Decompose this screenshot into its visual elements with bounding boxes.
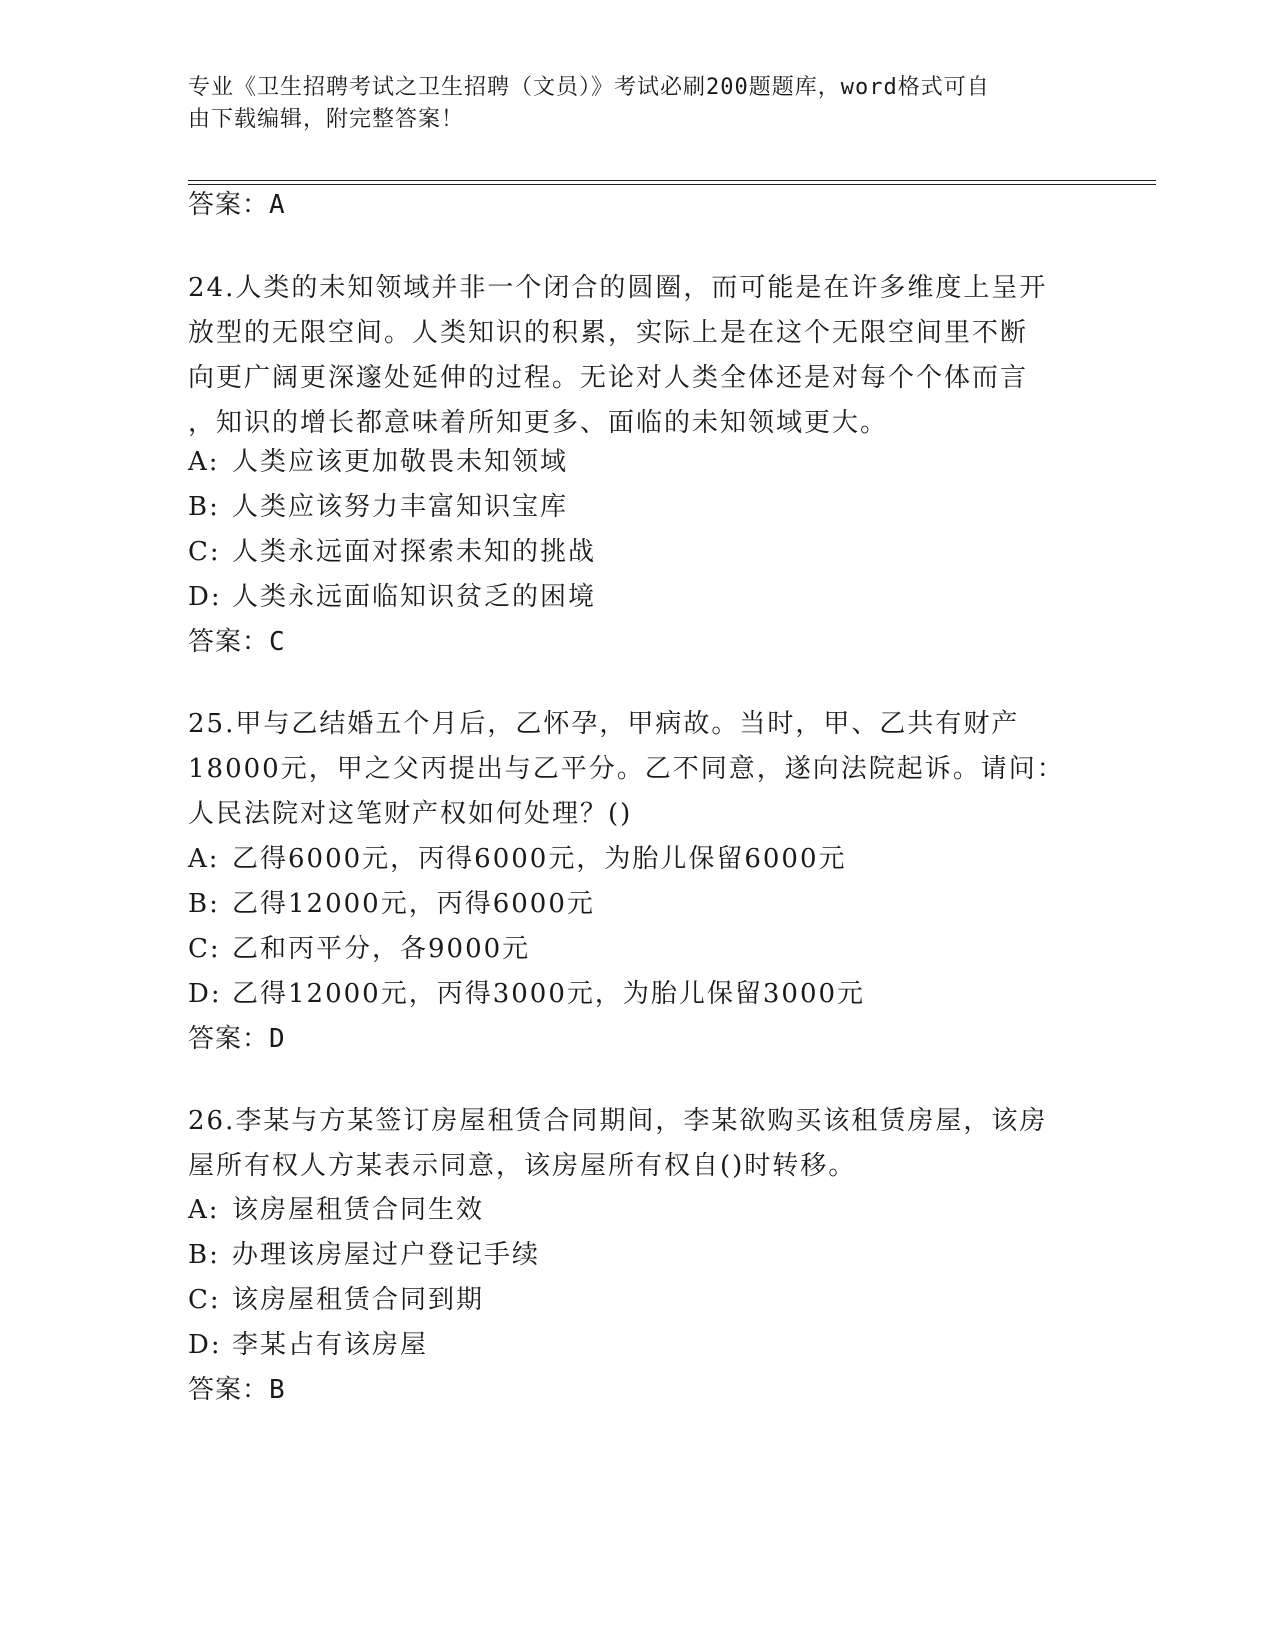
option-letter: C: bbox=[188, 1285, 221, 1315]
question-25-answer: 答案：D bbox=[188, 1024, 286, 1054]
question-25-option-c bbox=[188, 927, 530, 972]
option-text: 人类应该努力丰富知识宝库 bbox=[232, 492, 569, 522]
stem-line: 屋所有权人方某表示同意，该房屋所有权自()时转移。 bbox=[188, 1151, 857, 1181]
option-text: 乙得12000元，丙得3000元，为胎儿保留3000元 bbox=[232, 979, 866, 1009]
option-letter: B: bbox=[188, 889, 220, 919]
option-letter: A: bbox=[188, 844, 220, 874]
question-24-option-d bbox=[188, 575, 596, 620]
option-text: 人类永远面对探索未知的挑战 bbox=[232, 537, 597, 567]
stem-line: 18000元，甲之父丙提出与乙平分。乙不同意，遂向法院起诉。请问： bbox=[188, 754, 1065, 784]
question-24-option-a bbox=[188, 440, 568, 485]
stem-line: 向更广阔更深邃处延伸的过程。无论对人类全体还是对每个个体而言 bbox=[188, 363, 1029, 393]
stem-line: 放型的无限空间。人类知识的积累，实际上是在这个无限空间里不断 bbox=[188, 318, 1029, 348]
option-text: 李某占有该房屋 bbox=[232, 1330, 429, 1360]
header-line-1: 专业《卫生招聘考试之卫生招聘（文员）》考试必刷200题题库，word格式可自 bbox=[188, 75, 990, 100]
stem-line: 26.李某与方某签订房屋租赁合同期间，李某欲购买该租赁房屋，该房 bbox=[188, 1106, 1048, 1136]
option-letter: D: bbox=[188, 582, 222, 612]
option-letter: A: bbox=[188, 447, 220, 477]
stem-line: ，知识的增长都意味着所知更多、面临的未知领域更大。 bbox=[188, 408, 889, 438]
question-26-answer: 答案：B bbox=[188, 1375, 286, 1405]
question-24-answer: 答案：C bbox=[188, 627, 286, 657]
question-26-option-a bbox=[188, 1188, 484, 1233]
option-text: 乙得6000元，丙得6000元，为胎儿保留6000元 bbox=[232, 844, 847, 874]
option-letter: B: bbox=[188, 1240, 220, 1270]
question-25-option-d bbox=[188, 972, 865, 1017]
option-letter: C: bbox=[188, 537, 221, 567]
page-header bbox=[188, 72, 1068, 136]
question-25-stem bbox=[188, 702, 1088, 837]
option-text: 乙得12000元，丙得6000元 bbox=[232, 889, 595, 919]
question-24-stem bbox=[188, 266, 1088, 446]
option-text: 人类应该更加敬畏未知领域 bbox=[232, 447, 569, 477]
option-letter: C: bbox=[188, 934, 221, 964]
question-25-option-b bbox=[188, 882, 595, 927]
option-letter: D: bbox=[188, 979, 222, 1009]
header-divider bbox=[188, 180, 1156, 185]
question-26-stem bbox=[188, 1099, 1088, 1189]
option-letter: A: bbox=[188, 1195, 220, 1225]
option-text: 该房屋租赁合同到期 bbox=[232, 1285, 485, 1315]
option-text: 办理该房屋过户登记手续 bbox=[232, 1240, 541, 1270]
stem-line: 人民法院对这笔财产权如何处理？() bbox=[188, 799, 633, 829]
option-text: 该房屋租赁合同生效 bbox=[232, 1195, 485, 1225]
stem-line: 25.甲与乙结婚五个月后，乙怀孕，甲病故。当时，甲、乙共有财产 bbox=[188, 709, 1020, 739]
option-text: 人类永远面临知识贫乏的困境 bbox=[232, 582, 597, 612]
stem-line: 24.人类的未知领域并非一个闭合的圆圈，而可能是在许多维度上呈开 bbox=[188, 273, 1048, 303]
question-24-option-c bbox=[188, 530, 596, 575]
option-letter: B: bbox=[188, 492, 220, 522]
header-line-2: 由下载编辑，附完整答案！ bbox=[188, 107, 465, 132]
answer-previous: 答案：A bbox=[188, 190, 286, 220]
option-text: 乙和丙平分，各9000元 bbox=[232, 934, 531, 964]
question-26-option-b bbox=[188, 1233, 540, 1278]
question-25-option-a bbox=[188, 837, 847, 882]
question-26-option-c bbox=[188, 1278, 484, 1323]
question-24-option-b bbox=[188, 485, 568, 530]
question-26-option-d bbox=[188, 1323, 428, 1368]
option-letter: D: bbox=[188, 1330, 222, 1360]
